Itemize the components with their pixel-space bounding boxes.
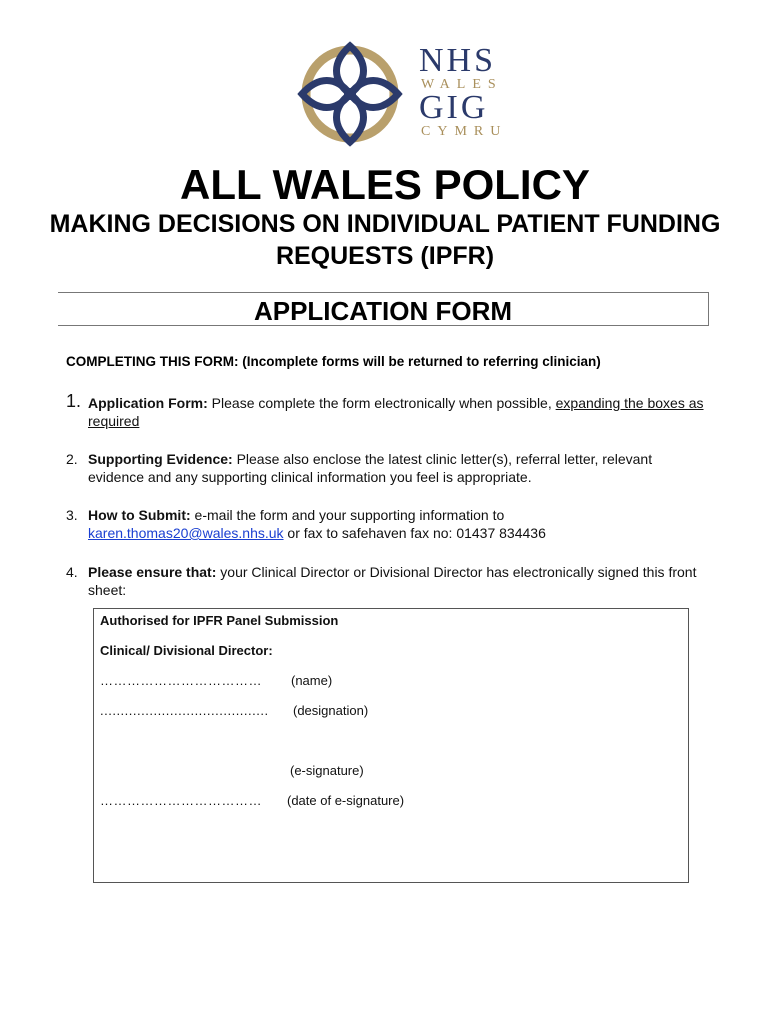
nhs-wales-logo [288,40,518,148]
item-label: Supporting Evidence: [88,451,233,467]
document-title: ALL WALES POLICY [180,161,590,208]
authorisation-box [93,608,689,883]
item-text: your Clinical Director or Divisional Director has electronically signed this front sheet: [88,564,697,598]
logo-gig: GIG [419,89,489,126]
item-number: 3. [66,507,78,523]
logo-cymru: CYMRU [421,124,508,139]
designation-field[interactable]: ......................................... [100,703,269,718]
logo-nhs: NHS [419,42,497,79]
item-label: Please ensure that: [88,564,217,580]
name-label: (name) [291,673,333,688]
item-underlined-text: expanding the boxes as required [88,395,704,429]
name-field[interactable]: ……………………………… [100,673,262,688]
item-text: e-mail the form and your supporting information to [190,507,505,523]
item-number: 1. [66,391,82,411]
authorisation-heading: Authorised for IPFR Panel Submission [100,613,339,628]
item-text: Please also enclose the latest clinic letter(s), referral letter, relevant evidence and any supporting clinical information you feel is appropriate. [88,451,653,485]
instruction-item-2 [66,450,706,486]
director-label: Clinical/ Divisional Director: [100,643,273,658]
item-text: Please complete the form electronically when possible, [207,395,556,411]
date-label: (date of e-signature) [287,793,405,808]
application-form-heading: APPLICATION FORM [58,292,709,326]
designation-label: (designation) [293,703,369,718]
date-field[interactable]: ……………………………… [100,793,262,808]
instruction-item-3 [66,506,706,542]
instruction-item-1 [66,391,706,430]
document-subtitle: MAKING DECISIONS ON INDIVIDUAL PATIENT FUNDING REQUESTS (IPFR) [49,210,721,270]
item-text-after: or fax to safehaven fax no: 01437 834436 [283,525,546,541]
item-number: 4. [66,564,78,580]
instruction-item-4 [66,563,706,599]
email-link[interactable]: karen.thomas20@wales.nhs.uk [88,525,284,541]
item-number: 2. [66,451,78,467]
esignature-label: (e-signature) [290,763,364,778]
item-label: How to Submit: [88,507,191,523]
celtic-knot-icon [288,40,413,148]
completing-note: COMPLETING THIS FORM: (Incomplete forms will be returned to referring clinician) [66,354,601,369]
logo-wales: WALES [421,77,503,92]
item-label: Application Form: [88,395,208,411]
